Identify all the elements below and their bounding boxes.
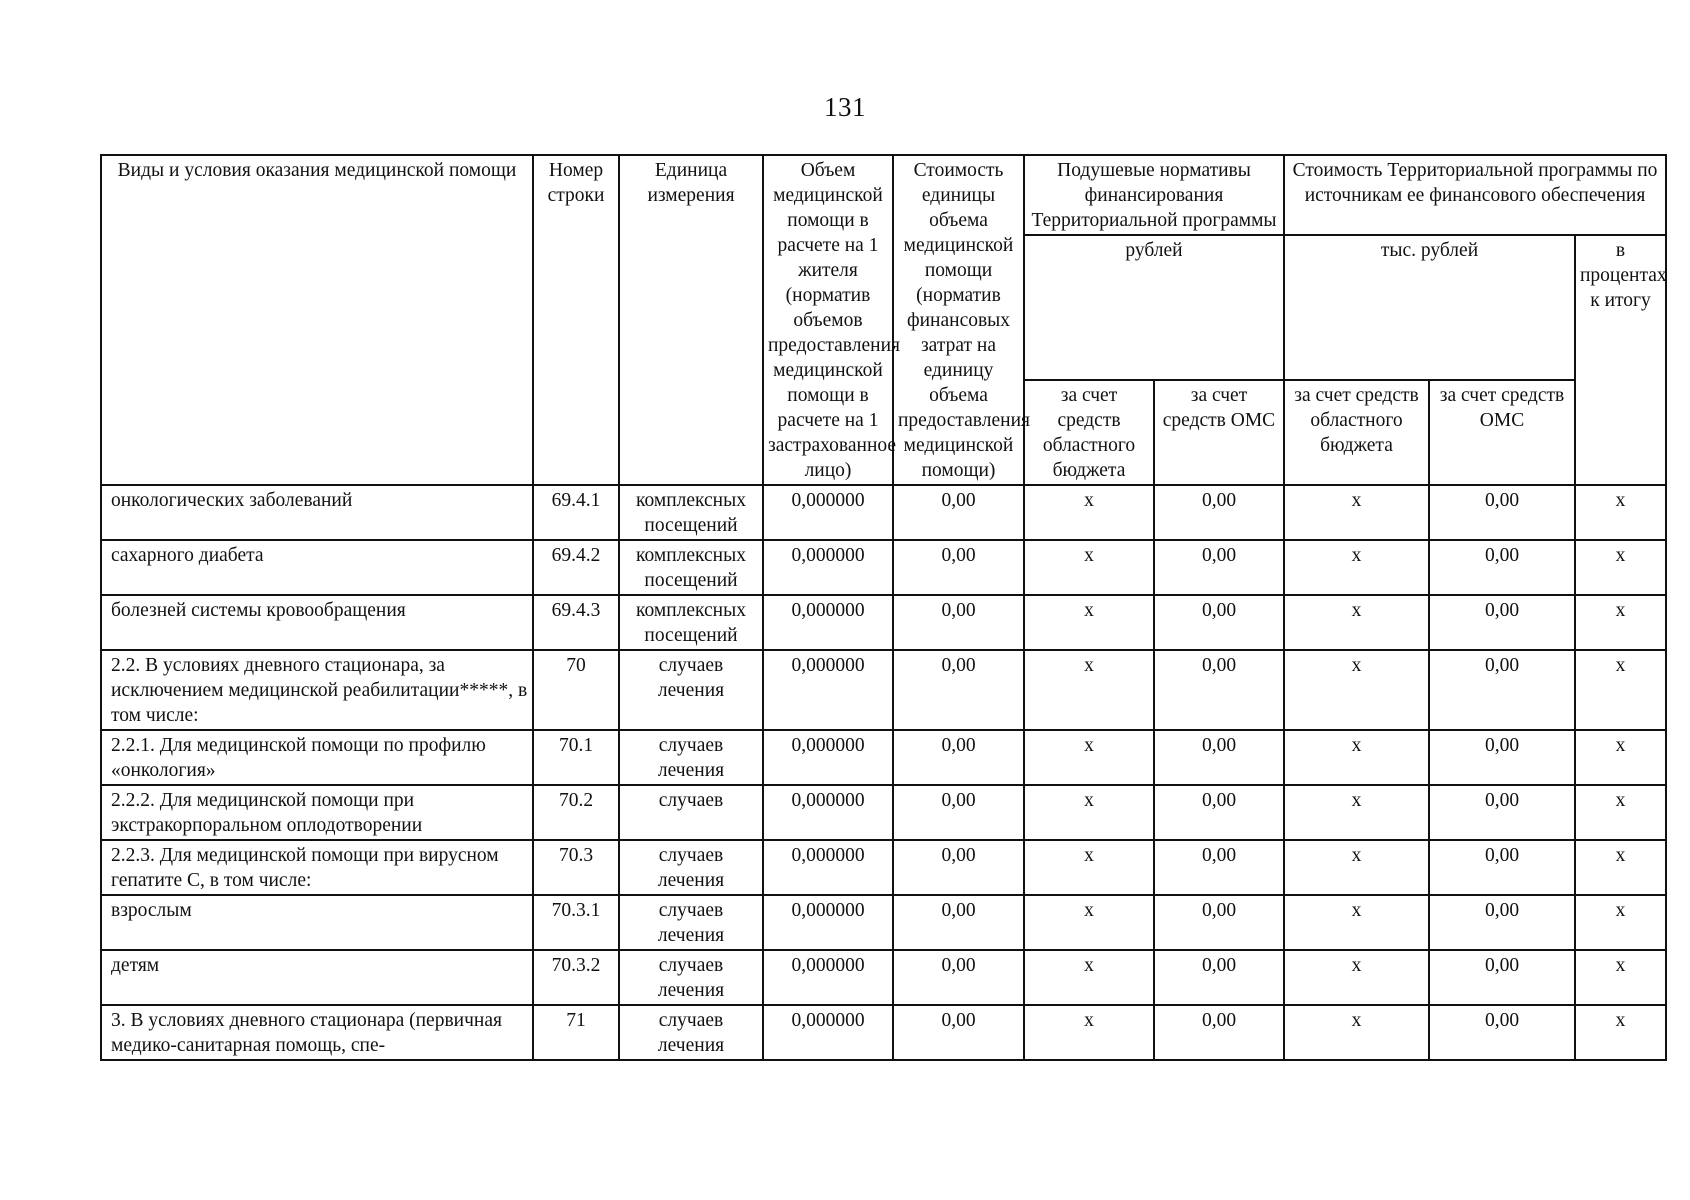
row-norm-oms: 0,00 <box>1154 540 1284 595</box>
row-percent: х <box>1575 595 1666 650</box>
row-total-budget: х <box>1284 485 1429 540</box>
row-percent: х <box>1575 540 1666 595</box>
row-norm-oms: 0,00 <box>1154 650 1284 730</box>
row-name: 2.2.3. Для медицинской помощи при вирусном гепатите С, в том числе: <box>101 840 533 895</box>
table-row <box>101 540 1666 595</box>
row-unit: случаев лечения <box>619 840 763 895</box>
row-total-budget: х <box>1284 730 1429 785</box>
row-norm-budget: х <box>1024 895 1154 950</box>
row-name: сахарного диабета <box>101 540 533 595</box>
row-line-number: 69.4.2 <box>533 540 619 595</box>
row-name: детям <box>101 950 533 1005</box>
row-unit-cost: 0,00 <box>893 1005 1024 1060</box>
header-norm-oms: за счет средств ОМС <box>1154 380 1284 485</box>
row-total-oms: 0,00 <box>1429 730 1575 785</box>
row-line-number: 69.4.3 <box>533 595 619 650</box>
row-name: взрослым <box>101 895 533 950</box>
header-total-oms: за счет средств ОМС <box>1429 380 1575 485</box>
row-total-oms: 0,00 <box>1429 785 1575 840</box>
row-norm-budget: х <box>1024 950 1154 1005</box>
row-norm-oms: 0,00 <box>1154 840 1284 895</box>
row-total-oms: 0,00 <box>1429 950 1575 1005</box>
row-unit: случаев лечения <box>619 1005 763 1060</box>
row-name: 2.2.1. Для медицинской помощи по профилю «онкология» <box>101 730 533 785</box>
row-norm-budget: х <box>1024 595 1154 650</box>
row-norm-budget: х <box>1024 650 1154 730</box>
row-total-oms: 0,00 <box>1429 895 1575 950</box>
header-per-capita-norms: Подушевые нормативы финансирования Территориальной программы <box>1024 155 1284 235</box>
row-total-oms: 0,00 <box>1429 840 1575 895</box>
row-percent: х <box>1575 840 1666 895</box>
row-unit: комплексных посещений <box>619 540 763 595</box>
table-row <box>101 650 1666 730</box>
table-row <box>101 785 1666 840</box>
row-unit: случаев лечения <box>619 650 763 730</box>
row-norm-oms: 0,00 <box>1154 895 1284 950</box>
row-line-number: 70 <box>533 650 619 730</box>
row-name: 3. В условиях дневного стационара (первичная медико-санитарная помощь, спе- <box>101 1005 533 1060</box>
row-norm-budget: х <box>1024 785 1154 840</box>
row-unit: случаев лечения <box>619 950 763 1005</box>
row-total-budget: х <box>1284 840 1429 895</box>
table-row <box>101 950 1666 1005</box>
row-volume: 0,000000 <box>763 1005 893 1060</box>
row-percent: х <box>1575 650 1666 730</box>
page-number: 131 <box>824 92 866 122</box>
header-unit-rubles: рублей <box>1024 235 1284 380</box>
row-line-number: 70.3.2 <box>533 950 619 1005</box>
header-unit-thousand-rubles: тыс. рублей <box>1284 235 1575 380</box>
table-row <box>101 730 1666 785</box>
row-norm-oms: 0,00 <box>1154 950 1284 1005</box>
row-norm-oms: 0,00 <box>1154 785 1284 840</box>
row-norm-oms: 0,00 <box>1154 485 1284 540</box>
row-total-oms: 0,00 <box>1429 1005 1575 1060</box>
header-percent: в процентах к итогу <box>1575 235 1666 485</box>
row-line-number: 69.4.1 <box>533 485 619 540</box>
row-volume: 0,000000 <box>763 840 893 895</box>
row-unit-cost: 0,00 <box>893 485 1024 540</box>
header-volume: Объем медицинской помощи в расчете на 1 жителя (норматив объемов предоставления медицинской помощи в расчете на 1 застрахованное лицо) <box>763 155 893 485</box>
row-percent: х <box>1575 950 1666 1005</box>
table-row <box>101 840 1666 895</box>
row-volume: 0,000000 <box>763 485 893 540</box>
row-unit-cost: 0,00 <box>893 650 1024 730</box>
header-program-cost: Стоимость Территориальной программы по источникам ее финансового обеспечения <box>1284 155 1666 235</box>
row-unit-cost: 0,00 <box>893 730 1024 785</box>
row-volume: 0,000000 <box>763 595 893 650</box>
row-percent: х <box>1575 485 1666 540</box>
row-total-oms: 0,00 <box>1429 485 1575 540</box>
row-total-oms: 0,00 <box>1429 650 1575 730</box>
table-row <box>101 895 1666 950</box>
row-percent: х <box>1575 1005 1666 1060</box>
financing-table <box>100 154 1667 1061</box>
row-unit-cost: 0,00 <box>893 595 1024 650</box>
row-norm-oms: 0,00 <box>1154 1005 1284 1060</box>
row-percent: х <box>1575 785 1666 840</box>
header-norm-budget: за счет средств областного бюджета <box>1024 380 1154 485</box>
row-total-oms: 0,00 <box>1429 540 1575 595</box>
row-name: 2.2.2. Для медицинской помощи при экстракорпоральном оплодотворении <box>101 785 533 840</box>
row-volume: 0,000000 <box>763 895 893 950</box>
row-total-budget: х <box>1284 785 1429 840</box>
row-norm-budget: х <box>1024 1005 1154 1060</box>
row-norm-budget: х <box>1024 540 1154 595</box>
table-row <box>101 1005 1666 1060</box>
row-unit: комплексных посещений <box>619 485 763 540</box>
header-total-budget: за счет средств областного бюджета <box>1284 380 1429 485</box>
row-total-budget: х <box>1284 540 1429 595</box>
row-percent: х <box>1575 895 1666 950</box>
row-total-oms: 0,00 <box>1429 595 1575 650</box>
header-line-number: Номер строки <box>533 155 619 485</box>
row-line-number: 71 <box>533 1005 619 1060</box>
row-norm-oms: 0,00 <box>1154 595 1284 650</box>
row-norm-budget: х <box>1024 840 1154 895</box>
row-total-budget: х <box>1284 650 1429 730</box>
row-line-number: 70.1 <box>533 730 619 785</box>
row-unit-cost: 0,00 <box>893 540 1024 595</box>
row-volume: 0,000000 <box>763 540 893 595</box>
header-unit-cost: Стоимость единицы объема медицинской помощи (норматив финансовых затрат на единицу объема предоставления медицинской помощи) <box>893 155 1024 485</box>
row-name: болезней системы кровообращения <box>101 595 533 650</box>
row-total-budget: х <box>1284 595 1429 650</box>
row-percent: х <box>1575 730 1666 785</box>
header-unit: Единица измерения <box>619 155 763 485</box>
table-row <box>101 485 1666 540</box>
table-row <box>101 595 1666 650</box>
row-norm-budget: х <box>1024 730 1154 785</box>
row-total-budget: х <box>1284 1005 1429 1060</box>
row-norm-budget: х <box>1024 485 1154 540</box>
row-volume: 0,000000 <box>763 785 893 840</box>
row-unit: случаев <box>619 785 763 840</box>
row-total-budget: х <box>1284 950 1429 1005</box>
row-volume: 0,000000 <box>763 730 893 785</box>
row-line-number: 70.2 <box>533 785 619 840</box>
row-line-number: 70.3.1 <box>533 895 619 950</box>
row-unit-cost: 0,00 <box>893 840 1024 895</box>
row-unit-cost: 0,00 <box>893 785 1024 840</box>
row-unit-cost: 0,00 <box>893 950 1024 1005</box>
header-row-1 <box>101 155 1666 235</box>
row-name: 2.2. В условиях дневного стационара, за исключением медицинской реабилитации*****, в том числе: <box>101 650 533 730</box>
header-name: Виды и условия оказания медицинской помощи <box>101 155 533 485</box>
row-unit: случаев лечения <box>619 895 763 950</box>
row-norm-oms: 0,00 <box>1154 730 1284 785</box>
row-name: онкологических заболеваний <box>101 485 533 540</box>
row-unit: комплексных посещений <box>619 595 763 650</box>
row-volume: 0,000000 <box>763 950 893 1005</box>
row-volume: 0,000000 <box>763 650 893 730</box>
row-unit-cost: 0,00 <box>893 895 1024 950</box>
row-line-number: 70.3 <box>533 840 619 895</box>
row-total-budget: х <box>1284 895 1429 950</box>
row-unit: случаев лечения <box>619 730 763 785</box>
